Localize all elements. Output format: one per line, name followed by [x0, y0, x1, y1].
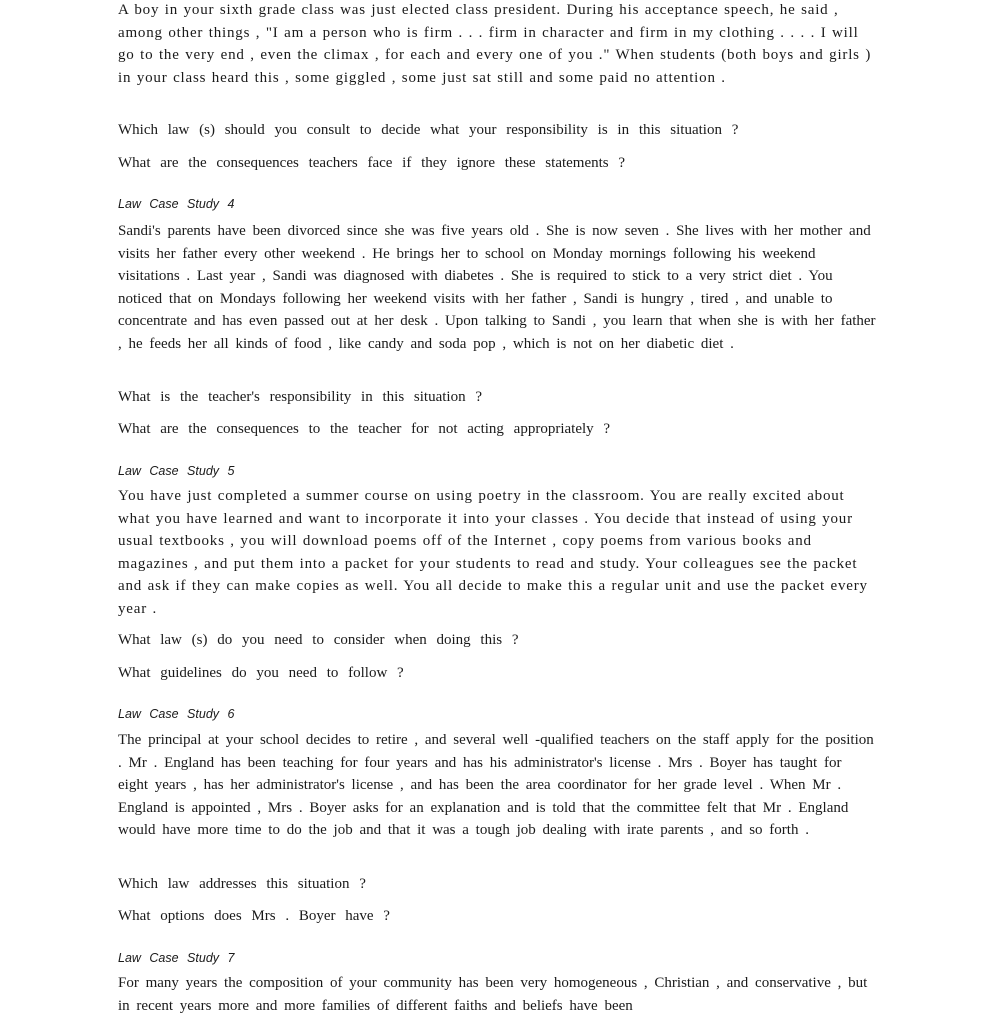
case-4-question-1: What is the teacher's responsibility in this situation ?	[118, 389, 482, 405]
case-4-heading: Law Case Study 4	[118, 197, 235, 211]
case-5-paragraph: You have just completed a summer course on using poetry in the classroom. You are really excited about what you have learned and want to incorporate it into your classes . You decide that instead of using your usual textbooks , you will download poems off of the Internet , copy poems from various books and magazines , and put them into a packet for your students to read and study. Your colleagues see the packet and ask if they can make copies as well. You all decide to make this a regular unit and use the packet every year .	[118, 488, 868, 617]
case-6-question-2: What options does Mrs . Boyer have ?	[118, 908, 390, 924]
case-4-paragraph: Sandi's parents have been divorced since she was five years old . She is now seven . She lives with her mother and visits her father every other weekend . He brings her to school on Monday mornings following his weekend visitations . Last year , Sandi was diagnosed with diabetes . She is required to stick to a very strict diet . You noticed that on Mondays following her weekend visits with her father , Sandi is hungry , tired , and unable to concentrate and has even passed out at her desk . Upon talking to Sandi , you learn that when she is with her father , he feeds her all kinds of food , like candy and soda pop , which is not on her diabetic diet .	[118, 223, 876, 352]
case-5-question-2: What guidelines do you need to follow ?	[118, 665, 404, 681]
case-5-question-1: What law (s) do you need to consider when doing this ?	[118, 632, 519, 648]
case-6-question-1: Which law addresses this situation ?	[118, 876, 366, 892]
intro-question-1: Which law (s) should you consult to decide what your responsibility is in this situation ?	[118, 122, 739, 138]
case-4-question-2: What are the consequences to the teacher for not acting appropriately ?	[118, 421, 611, 437]
case-6-paragraph: The principal at your school decides to retire , and several well -qualified teachers on the staff apply for the position . Mr . England has been teaching for four years and has his administrator's license . Mrs . Boyer has taught for eight years , has her administrator's license , and has been the area coordinator for her grade level . When Mr . England is appointed , Mrs . Boyer asks for an explanation and is told that the committee felt that Mr . England would have more time to do the job and that it was a tough job dealing with irate parents , and so forth .	[118, 732, 874, 839]
intro-paragraph: A boy in your sixth grade class was just elected class president. During his acceptance speech, he said , among other things , "I am a person who is firm . . . firm in character and firm in my clothing . . . . I will go to the very end , even the climax , for each and every one of you ." When students (both boys and girls ) in your class heard this , some giggled , some just sat still and some paid no attention .	[118, 2, 872, 86]
case-7-heading: Law Case Study 7	[118, 951, 235, 965]
case-6-heading: Law Case Study 6	[118, 707, 235, 721]
case-7-paragraph: For many years the composition of your community has been very homogeneous , Christian , and conservative , but in recent years more and more families of different faiths and beliefs have been	[118, 975, 868, 1014]
case-5-heading: Law Case Study 5	[118, 464, 235, 478]
intro-question-2: What are the consequences teachers face if they ignore these statements ?	[118, 155, 626, 171]
